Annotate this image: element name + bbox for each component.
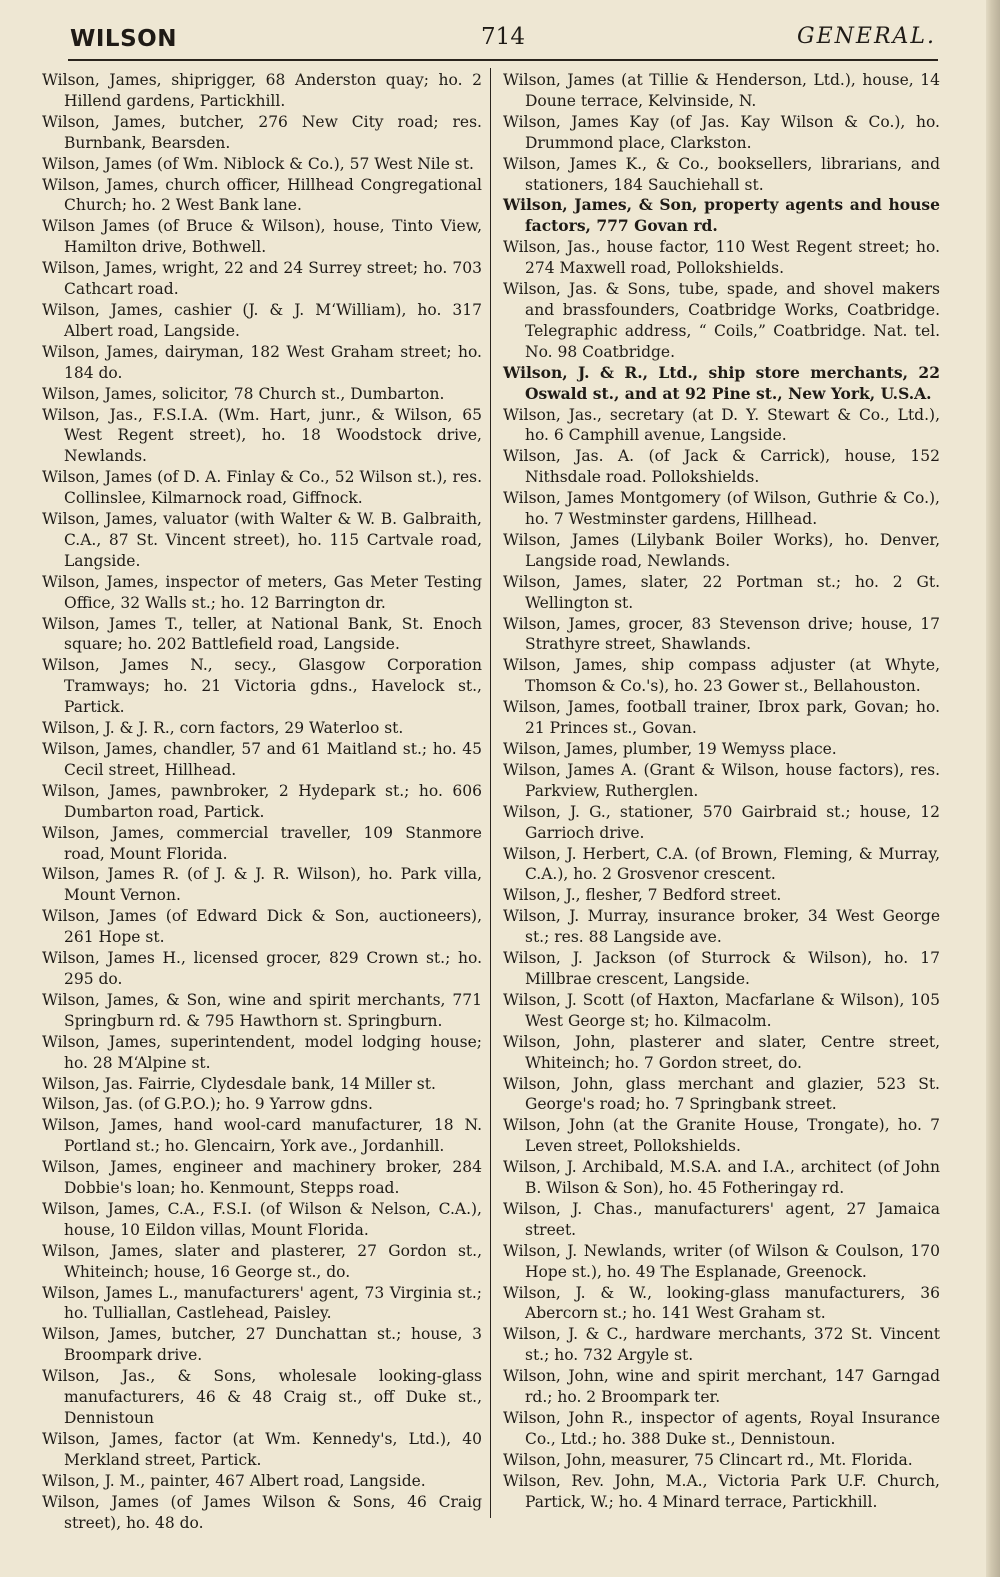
directory-entry: Wilson, James L., manufacturers' agent, 73 Virginia st.; ho. Tulliallan, Castlehead, Paisley. (42, 1283, 482, 1323)
directory-entry: Wilson, James, chandler, 57 and 61 Maitland st.; ho. 45 Cecil street, Hillhead. (42, 740, 482, 779)
directory-entry: Wilson, James, valuator (with Walter & W. B. Galbraith, C.A., 87 St. Vincent street), ho. 115 Cartvale road, Langside. (42, 510, 482, 570)
directory-entry: Wilson, J. Scott (of Haxton, Macfarlane & Wilson), 105 West George st; ho. Kilmacolm. (503, 990, 940, 1030)
directory-entry: Wilson, James, slater, 22 Portman st.; ho. 2 Gt. Wellington st. (503, 572, 940, 612)
page-header (70, 18, 936, 58)
directory-entry: Wilson, James (at Tillie & Henderson, Ltd.), house, 14 Doune terrace, Kelvinside, N. (503, 71, 940, 110)
directory-entry: Wilson, James T., teller, at National Bank, St. Enoch square; ho. 202 Battlefield road, Langside. (42, 614, 482, 654)
directory-entry: Wilson, J. & C., hardware merchants, 372 St. Vincent st.; ho. 732 Argyle st. (503, 1325, 940, 1365)
directory-entry: Wilson, James, pawnbroker, 2 Hydepark st.; ho. 606 Dumbarton road, Partick. (42, 781, 482, 821)
directory-entry: Wilson, James, church officer, Hillhead Congregational Church; ho. 2 West Bank lane. (42, 175, 482, 215)
directory-entry: Wilson, James, butcher, 27 Dunchattan st.; house, 3 Broompark drive. (42, 1325, 482, 1365)
directory-entry: Wilson, James, shiprigger, 68 Anderston quay; ho. 2 Hillend gardens, Partickhill. (42, 71, 482, 110)
directory-entry: Wilson, Jas., & Sons, wholesale looking-glass manufacturers, 46 & 48 Craig st., off Duke st., Dennistoun (42, 1367, 482, 1427)
directory-entry: Wilson, J. Chas., manufacturers' agent, 27 Jamaica street. (503, 1199, 940, 1239)
directory-entry: Wilson, Jas., house factor, 110 West Regent street; ho. 274 Maxwell road, Pollokshields. (503, 238, 940, 278)
running-head-section: GENERAL. (797, 24, 936, 49)
directory-entry: Wilson, James, ship compass adjuster (at Whyte, Thomson & Co.'s), ho. 23 Gower st., Bellahouston. (503, 656, 940, 696)
directory-entry: Wilson, James Kay (of Jas. Kay Wilson & Co.), ho. Drummond place, Clarkston. (503, 112, 940, 152)
left-column (42, 70, 482, 1533)
header-rule (68, 59, 938, 61)
directory-entry: Wilson, James, plumber, 19 Wemyss place. (503, 740, 837, 758)
directory-entry: Wilson, Jas. A. (of Jack & Carrick), house, 152 Nithsdale road. Pollokshields. (503, 447, 940, 487)
directory-entry: Wilson, James, dairyman, 182 West Graham street; ho. 184 do. (42, 342, 482, 382)
directory-entry: Wilson, J. Jackson (of Sturrock & Wilson), ho. 17 Millbrae crescent, Langside. (503, 949, 940, 988)
directory-entry: Wilson, J. & W., looking-glass manufacturers, 36 Abercorn st.; ho. 141 West Graham st. (503, 1283, 940, 1323)
directory-entry-bold: Wilson, J. & R., Ltd., ship store merchants, 22 Oswald st., and at 92 Pine st., New York, U.S.A. (503, 362, 940, 403)
directory-entry: Wilson, John, glass merchant and glazier, 523 St. George's road; ho. 7 Springbank street. (503, 1074, 940, 1114)
directory-entry: Wilson James (of Bruce & Wilson), house, Tinto View, Hamilton drive, Bothwell. (42, 217, 482, 257)
running-head-surname: WILSON (70, 26, 177, 52)
directory-entry: Wilson, John, measurer, 75 Clincart rd., Mt. Florida. (503, 1450, 913, 1469)
directory-entry: Wilson, James, wright, 22 and 24 Surrey street; ho. 703 Cathcart road. (42, 259, 482, 299)
directory-entry: Wilson, J. Archibald, M.S.A. and I.A., architect (of John B. Wilson & Son), ho. 45 Fotheringay rd. (503, 1158, 940, 1198)
right-column (503, 70, 940, 1513)
directory-entry: Wilson, J. G., stationer, 570 Gairbraid st.; house, 12 Garrioch drive. (503, 802, 940, 842)
directory-entry: Wilson, James, commercial traveller, 109 Stanmore road, Mount Florida. (42, 823, 482, 863)
directory-entry: Wilson, J. & J. R., corn factors, 29 Waterloo st. (42, 719, 404, 738)
directory-entry: Wilson, Jas. Fairrie, Clydesdale bank, 14 Miller st. (42, 1074, 436, 1093)
directory-entry: Wilson, James H., licensed grocer, 829 Crown st.; ho. 295 do. (42, 949, 482, 988)
directory-entry: Wilson, James (of Wm. Niblock & Co.), 57 West Nile st. (42, 154, 474, 173)
directory-entry: Wilson, James, C.A., F.S.I. (of Wilson & Nelson, C.A.), house, 10 Eildon villas, Mount Florida. (42, 1199, 482, 1239)
directory-entry: Wilson, James, slater and plasterer, 27 Gordon st., Whiteinch; house, 16 George st., do. (42, 1241, 482, 1281)
directory-entry: Wilson, J., flesher, 7 Bedford street. (503, 886, 782, 905)
directory-entry-bold: Wilson, James, & Son, property agents and house factors, 777 Govan rd. (503, 195, 940, 236)
directory-entry: Wilson, John, plasterer and slater, Centre street, Whiteinch; ho. 7 Gordon street, do. (503, 1032, 940, 1072)
directory-entry: Wilson, James A. (Grant & Wilson, house factors), res. Parkview, Rutherglen. (503, 760, 940, 800)
directory-entry: Wilson, James (of D. A. Finlay & Co., 52 Wilson st.), res. Collinslee, Kilmarnock road, Giffnock. (42, 468, 482, 508)
directory-entry: Wilson, James K., & Co., booksellers, librarians, and stationers, 184 Sauchiehall st. (503, 154, 940, 194)
directory-entry: Wilson, Rev. John, M.A., Victoria Park U.F. Church, Partick, W.; ho. 4 Minard terrace, Partickhill. (503, 1471, 940, 1511)
directory-entry: Wilson, James (Lilybank Boiler Works), ho. Denver, Langside road, Newlands. (503, 530, 940, 570)
directory-entry: Wilson, James, butcher, 276 New City road; res. Burnbank, Bearsden. (42, 112, 482, 152)
directory-entry: Wilson, John (at the Granite House, Trongate), ho. 7 Leven street, Pollokshields. (503, 1116, 940, 1156)
directory-entry: Wilson, Jas., secretary (at D. Y. Stewart & Co., Ltd.), ho. 6 Camphill avenue, Langside. (503, 405, 940, 445)
directory-entry: Wilson, Jas., F.S.I.A. (Wm. Hart, junr., & Wilson, 65 West Regent street), ho. 18 Woodstock drive, Newlands. (42, 405, 482, 466)
page-edge (986, 0, 1000, 1577)
directory-entry: Wilson, James, engineer and machinery broker, 284 Dobbie's loan; ho. Kenmount, Stepps road. (42, 1158, 482, 1198)
directory-entry: Wilson, James, superintendent, model lodging house; ho. 28 M‘Alpine st. (42, 1032, 482, 1072)
directory-entry: Wilson, James (of James Wilson & Sons, 46 Craig street), ho. 48 do. (42, 1492, 482, 1532)
directory-entry: Wilson, Jas. & Sons, tube, spade, and shovel makers and brassfounders, Coatbridge Works, Coatbridge. Telegraphic address, “ Coils,” Coatbridge. Nat. tel. No. 98 Coatbridge. (503, 280, 940, 361)
directory-entry: Wilson, James, solicitor, 78 Church st., Dumbarton. (42, 384, 445, 403)
directory-entry: Wilson, James, hand wool-card manufacturer, 18 N. Portland st.; ho. Glencairn, York ave., Jordanhill. (42, 1116, 482, 1156)
column-divider (490, 68, 491, 1518)
directory-entry: Wilson, John, wine and spirit merchant, 147 Garngad rd.; ho. 2 Broompark ter. (503, 1367, 940, 1407)
directory-entry: Wilson, James, factor (at Wm. Kennedy's, Ltd.), 40 Merkland street, Partick. (42, 1429, 482, 1469)
directory-entry: Wilson, Jas. (of G.P.O.); ho. 9 Yarrow gdns. (42, 1095, 373, 1114)
directory-entry: Wilson, James N., secy., Glasgow Corporation Tramways; ho. 21 Victoria gdns., Havelock st., Partick. (42, 656, 482, 717)
directory-entry: Wilson, James, inspector of meters, Gas Meter Testing Office, 32 Walls st.; ho. 12 Barrington dr. (42, 572, 482, 612)
directory-entry: Wilson, James R. (of J. & J. R. Wilson), ho. Park villa, Mount Vernon. (42, 865, 482, 905)
directory-entry: Wilson, James, & Son, wine and spirit merchants, 771 Springburn rd. & 795 Hawthorn st. Springburn. (42, 990, 482, 1030)
directory-entry: Wilson, James, cashier (J. & J. M‘William), ho. 317 Albert road, Langside. (42, 300, 482, 340)
directory-entry: Wilson, James Montgomery (of Wilson, Guthrie & Co.), ho. 7 Westminster gardens, Hillhead. (503, 489, 940, 529)
directory-entry: Wilson, John R., inspector of agents, Royal Insurance Co., Ltd.; ho. 388 Duke st., Dennistoun. (503, 1409, 940, 1448)
directory-entry: Wilson, James, grocer, 83 Stevenson drive; house, 17 Strathyre street, Shawlands. (503, 614, 940, 654)
directory-entry: Wilson, J. Murray, insurance broker, 34 West George st.; res. 88 Langside ave. (503, 907, 940, 947)
directory-entry: Wilson, J. Herbert, C.A. (of Brown, Fleming, & Murray, C.A.), ho. 2 Grosvenor crescent. (503, 844, 940, 884)
page-number: 714 (481, 24, 525, 50)
directory-entry: Wilson, J. M., painter, 467 Albert road, Langside. (42, 1471, 426, 1490)
directory-entry: Wilson, J. Newlands, writer (of Wilson & Coulson, 170 Hope st.), ho. 49 The Esplanade, Greenock. (503, 1241, 940, 1281)
directory-entry: Wilson, James (of Edward Dick & Son, auctioneers), 261 Hope st. (42, 907, 482, 947)
directory-entry: Wilson, James, football trainer, Ibrox park, Govan; ho. 21 Princes st., Govan. (503, 698, 940, 738)
